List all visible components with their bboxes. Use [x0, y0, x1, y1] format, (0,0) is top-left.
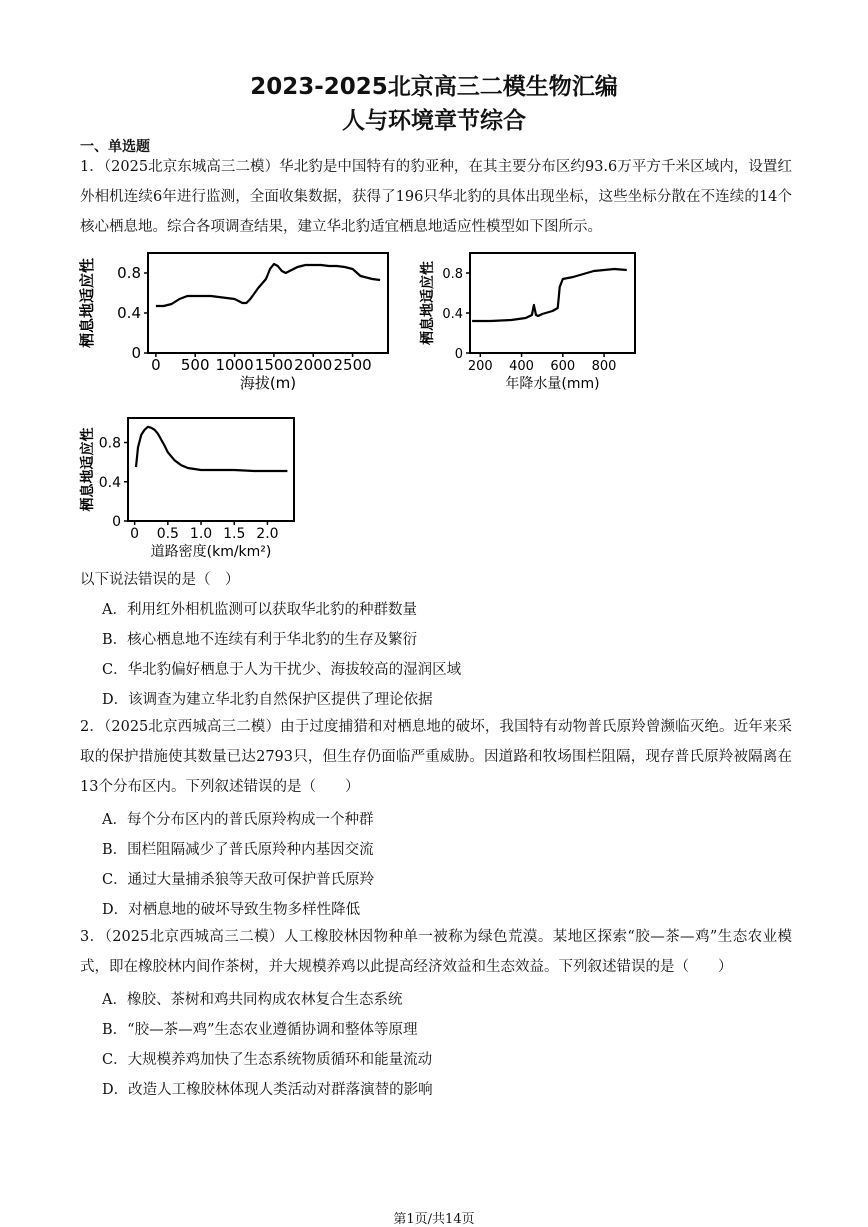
section-label: 一、单选题	[80, 139, 150, 155]
question-3-option-c[interactable]: C．大规模养鸡加快了生态系统物质循环和能量流动	[102, 1052, 433, 1068]
y-tick-label: 0.8	[442, 267, 463, 282]
page-title: 2023-2025北京高三二模生物汇编	[250, 74, 618, 100]
question-2-option-b[interactable]: B．围栏阻隔减少了普氏原羚种内基因交流	[102, 842, 374, 858]
x-tick-label: 2.0	[256, 526, 279, 542]
question-3-option-a[interactable]: A．橡胶、茶树和鸡共同构成农林复合生态系统	[102, 992, 403, 1008]
plot-frame	[470, 253, 635, 353]
y-tick-label: 0.4	[117, 304, 141, 322]
question-1-stem: 1．（2025北京东城高三二模）华北豹是中国特有的豹亚种，在其主要分布区约93.6万平方千米区域内，设置红外相机连续6年进行监测，全面收集数据，获得了196只华北豹的具体出现坐标，这些坐标分散在不连续的14个核心栖息地。综合各项调查结果，建立华北豹适宜栖息地适应性模型如下图所示。	[80, 159, 792, 235]
y-axis-label: 栖息地适应性	[78, 257, 96, 349]
x-tick-label: 600	[550, 359, 576, 374]
question-1-option-a[interactable]: A．利用红外相机监测可以获取华北豹的种群数量	[102, 602, 417, 618]
question-2-option-a[interactable]: A．每个分布区内的普氏原羚构成一个种群	[102, 812, 374, 828]
y-axis-label: 栖息地适应性	[420, 261, 436, 345]
x-tick-label: 500	[180, 356, 210, 374]
y-tick-label: 0	[112, 514, 121, 530]
y-tick-label: 0.8	[117, 264, 141, 282]
x-tick-label: 0	[130, 526, 140, 542]
x-axis-label: 年降水量(mm)	[505, 376, 600, 392]
page-subtitle: 人与环境章节综合	[342, 108, 526, 134]
question-3-option-d[interactable]: D．改造人工橡胶林体现人类活动对群落演替的影响	[102, 1082, 433, 1098]
y-tick-label: 0	[454, 347, 463, 362]
y-tick-label: 0.4	[442, 307, 463, 322]
y-tick-label: 0.4	[98, 474, 121, 491]
chart-road-density	[80, 410, 310, 560]
question-2-stem: 2．（2025北京西城高三二模）由于过度捕猎和对栖息地的破坏，我国特有动物普氏原羚曾濒临灭绝。近年来采取的保护措施使其数量已达2793只，但生存仍面临严重威胁。因道路和牧场围栏阻隔，现存普氏原羚被隔离在13个分布区内。下列叙述错误的是（ ）	[80, 719, 792, 795]
question-3-option-b[interactable]: B．“胶—茶—鸡”生态农业遵循协调和整体等原理	[102, 1022, 418, 1038]
x-tick-label: 1.0	[189, 526, 213, 542]
question-2-option-c[interactable]: C．通过大量捕杀狼等天敌可保护普氏原羚	[102, 872, 375, 888]
question-1-prompt: 以下说法错误的是（ ）	[80, 572, 240, 588]
x-tick-label: 0	[151, 356, 161, 374]
x-tick-label: 0.5	[156, 526, 179, 542]
question-1-option-b[interactable]: B．核心栖息地不连续有利于华北豹的生存及繁衍	[102, 632, 418, 648]
y-tick-label: 0	[131, 344, 141, 362]
question-1-option-c[interactable]: C．华北豹偏好栖息于人为干扰少、海拔较高的湿润区域	[102, 662, 462, 678]
chart-precipitation	[420, 245, 645, 395]
x-tick-label: 800	[591, 359, 617, 374]
x-tick-label: 2000	[294, 356, 333, 374]
question-1-option-d[interactable]: D．该调查为建立华北豹自然保护区提供了理论依据	[102, 692, 433, 708]
page-footer: 第1页/共14页	[393, 1212, 475, 1227]
question-3-stem: 3．（2025北京西城高三二模）人工橡胶林因物种单一被称为绿色荒漠。某地区探索“胶—茶—鸡”生态农业模式，即在橡胶林内间作茶树，并大规模养鸡以此提高经济效益和生态效益。下列叙述错误的是（ ）	[80, 929, 792, 975]
x-tick-label: 200	[467, 359, 493, 374]
data-line	[136, 427, 287, 471]
y-axis-label: 栖息地适应性	[80, 427, 96, 512]
chart-altitude	[80, 245, 410, 395]
x-axis-label: 道路密度(km/km²)	[150, 544, 272, 560]
x-tick-label: 1500	[254, 356, 293, 374]
x-tick-label: 400	[509, 359, 534, 374]
x-tick-label: 1.5	[223, 526, 246, 542]
x-tick-label: 1000	[215, 356, 254, 374]
data-line	[156, 264, 380, 306]
x-axis-label: 海拔(m)	[239, 374, 297, 392]
data-line	[472, 269, 627, 321]
question-2-option-d[interactable]: D．对栖息地的破坏导致生物多样性降低	[102, 902, 361, 918]
x-tick-label: 2500	[333, 356, 372, 374]
y-tick-label: 0.8	[98, 435, 121, 452]
